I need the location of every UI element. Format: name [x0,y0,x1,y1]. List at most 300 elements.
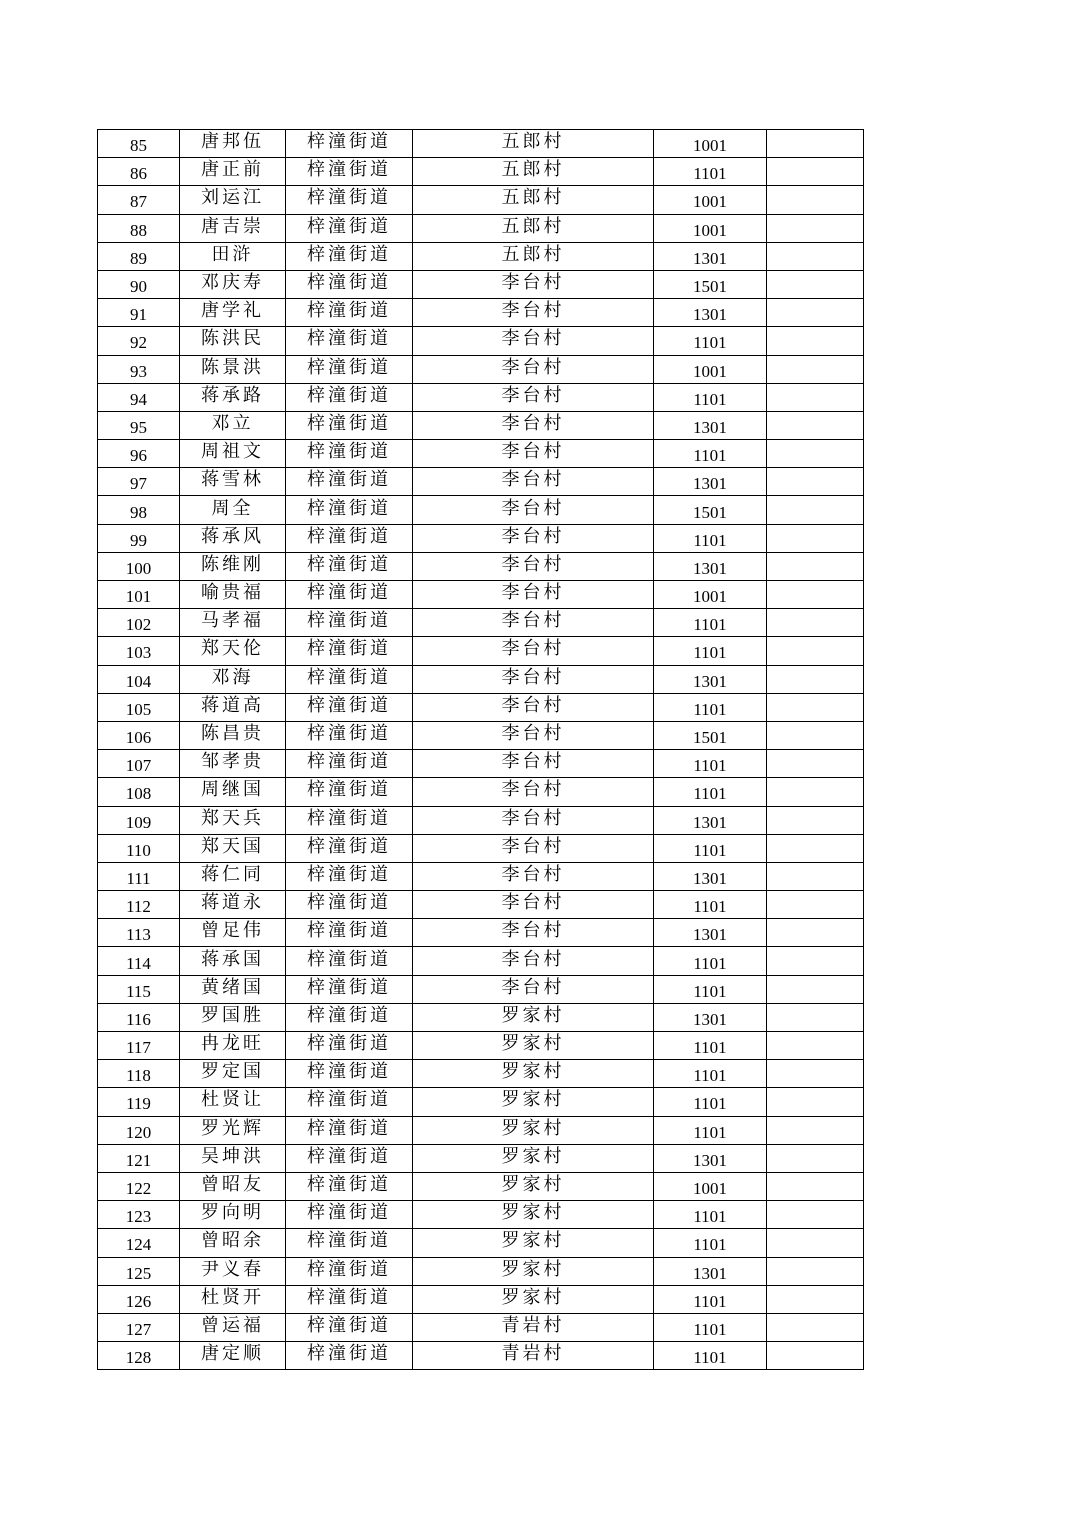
cell-note [767,270,864,298]
cell-note [767,1003,864,1031]
cell-name: 罗向明 [180,1201,286,1229]
cell-street: 梓潼街道 [286,1032,413,1060]
cell-street: 梓潼街道 [286,806,413,834]
cell-village: 李台村 [413,750,654,778]
cell-serial-number: 118 [98,1060,180,1088]
cell-street: 梓潼街道 [286,440,413,468]
cell-serial-number: 93 [98,355,180,383]
cell-village: 李台村 [413,862,654,890]
cell-code: 1101 [654,1342,767,1370]
cell-name: 邹孝贵 [180,750,286,778]
cell-code: 1101 [654,1032,767,1060]
table-row [98,1144,864,1172]
cell-village: 李台村 [413,327,654,355]
cell-serial-number: 105 [98,693,180,721]
cell-street: 梓潼街道 [286,186,413,214]
cell-name: 蒋承路 [180,383,286,411]
cell-serial-number: 115 [98,975,180,1003]
cell-village: 李台村 [413,609,654,637]
cell-street: 梓潼街道 [286,1088,413,1116]
cell-serial-number: 127 [98,1313,180,1341]
cell-street: 梓潼街道 [286,750,413,778]
cell-note [767,1201,864,1229]
cell-code: 1101 [654,440,767,468]
table-row [98,665,864,693]
cell-note [767,1172,864,1200]
cell-name: 曾运福 [180,1313,286,1341]
cell-code: 1001 [654,355,767,383]
cell-note [767,299,864,327]
cell-note [767,186,864,214]
cell-note [767,552,864,580]
cell-street: 梓潼街道 [286,1285,413,1313]
cell-code: 1101 [654,834,767,862]
cell-name: 唐学礼 [180,299,286,327]
cell-street: 梓潼街道 [286,1116,413,1144]
cell-street: 梓潼街道 [286,468,413,496]
cell-code: 1101 [654,1060,767,1088]
cell-serial-number: 96 [98,440,180,468]
cell-village: 李台村 [413,721,654,749]
cell-village: 李台村 [413,975,654,1003]
cell-village: 李台村 [413,552,654,580]
cell-serial-number: 108 [98,778,180,806]
cell-street: 梓潼街道 [286,919,413,947]
cell-note [767,1088,864,1116]
cell-name: 唐正前 [180,158,286,186]
cell-village: 李台村 [413,806,654,834]
cell-name: 陈昌贵 [180,721,286,749]
cell-serial-number: 121 [98,1144,180,1172]
cell-code: 1301 [654,468,767,496]
cell-serial-number: 116 [98,1003,180,1031]
table-row [98,1313,864,1341]
cell-code: 1301 [654,242,767,270]
table-row [98,1116,864,1144]
cell-name: 田浒 [180,242,286,270]
cell-serial-number: 88 [98,214,180,242]
cell-village: 罗家村 [413,1229,654,1257]
cell-code: 1301 [654,411,767,439]
cell-note [767,327,864,355]
cell-note [767,750,864,778]
cell-code: 1101 [654,750,767,778]
cell-village: 罗家村 [413,1257,654,1285]
cell-serial-number: 90 [98,270,180,298]
cell-street: 梓潼街道 [286,834,413,862]
cell-village: 罗家村 [413,1032,654,1060]
cell-name: 邓立 [180,411,286,439]
table-row [98,242,864,270]
table-row [98,552,864,580]
cell-serial-number: 125 [98,1257,180,1285]
table-row [98,778,864,806]
cell-village: 李台村 [413,468,654,496]
cell-village: 李台村 [413,665,654,693]
table-row [98,721,864,749]
cell-note [767,947,864,975]
cell-village: 李台村 [413,947,654,975]
cell-street: 梓潼街道 [286,411,413,439]
cell-village: 五郎村 [413,242,654,270]
cell-code: 1101 [654,947,767,975]
cell-code: 1101 [654,637,767,665]
cell-village: 罗家村 [413,1172,654,1200]
cell-street: 梓潼街道 [286,327,413,355]
cell-village: 罗家村 [413,1003,654,1031]
cell-note [767,130,864,158]
cell-name: 周祖文 [180,440,286,468]
cell-street: 梓潼街道 [286,1229,413,1257]
cell-street: 梓潼街道 [286,665,413,693]
cell-serial-number: 124 [98,1229,180,1257]
cell-code: 1101 [654,1285,767,1313]
cell-code: 1101 [654,383,767,411]
cell-village: 李台村 [413,496,654,524]
cell-serial-number: 120 [98,1116,180,1144]
cell-street: 梓潼街道 [286,299,413,327]
cell-note [767,806,864,834]
cell-street: 梓潼街道 [286,355,413,383]
cell-code: 1101 [654,1116,767,1144]
cell-note [767,1116,864,1144]
table-row [98,919,864,947]
cell-name: 唐邦伍 [180,130,286,158]
cell-code: 1001 [654,186,767,214]
cell-street: 梓潼街道 [286,1060,413,1088]
cell-village: 青岩村 [413,1342,654,1370]
cell-serial-number: 114 [98,947,180,975]
cell-note [767,1342,864,1370]
table-row [98,609,864,637]
cell-street: 梓潼街道 [286,609,413,637]
cell-village: 李台村 [413,355,654,383]
cell-code: 1101 [654,693,767,721]
cell-note [767,440,864,468]
cell-serial-number: 92 [98,327,180,355]
cell-code: 1101 [654,158,767,186]
cell-serial-number: 95 [98,411,180,439]
cell-serial-number: 128 [98,1342,180,1370]
cell-code: 1101 [654,524,767,552]
table-row [98,1342,864,1370]
table-row [98,440,864,468]
cell-code: 1301 [654,862,767,890]
cell-serial-number: 104 [98,665,180,693]
cell-code: 1301 [654,1257,767,1285]
cell-name: 刘运江 [180,186,286,214]
cell-note [767,891,864,919]
cell-serial-number: 109 [98,806,180,834]
cell-name: 杜贤让 [180,1088,286,1116]
cell-village: 李台村 [413,581,654,609]
cell-note [767,721,864,749]
cell-street: 梓潼街道 [286,778,413,806]
cell-village: 罗家村 [413,1144,654,1172]
cell-street: 梓潼街道 [286,1201,413,1229]
cell-name: 唐吉崇 [180,214,286,242]
cell-name: 蒋承国 [180,947,286,975]
cell-serial-number: 101 [98,581,180,609]
cell-note [767,665,864,693]
cell-village: 李台村 [413,834,654,862]
table-row [98,158,864,186]
cell-note [767,355,864,383]
cell-village: 李台村 [413,383,654,411]
cell-code: 1301 [654,299,767,327]
table-row [98,1003,864,1031]
cell-village: 李台村 [413,270,654,298]
table-row [98,355,864,383]
cell-code: 1001 [654,214,767,242]
cell-note [767,581,864,609]
cell-code: 1001 [654,130,767,158]
cell-serial-number: 102 [98,609,180,637]
cell-code: 1101 [654,778,767,806]
cell-note [767,1144,864,1172]
cell-street: 梓潼街道 [286,975,413,1003]
cell-street: 梓潼街道 [286,496,413,524]
table-row [98,411,864,439]
cell-code: 1101 [654,1229,767,1257]
cell-village: 李台村 [413,891,654,919]
cell-name: 曾昭友 [180,1172,286,1200]
cell-name: 尹义春 [180,1257,286,1285]
table-row [98,637,864,665]
cell-name: 黄绪国 [180,975,286,1003]
table-row [98,1201,864,1229]
cell-name: 郑天伦 [180,637,286,665]
table-row [98,186,864,214]
table-row [98,693,864,721]
table-row [98,130,864,158]
cell-code: 1301 [654,665,767,693]
cell-name: 吴坤洪 [180,1144,286,1172]
cell-street: 梓潼街道 [286,242,413,270]
cell-code: 1101 [654,609,767,637]
cell-note [767,468,864,496]
cell-serial-number: 122 [98,1172,180,1200]
cell-note [767,383,864,411]
cell-street: 梓潼街道 [286,1144,413,1172]
cell-name: 杜贤开 [180,1285,286,1313]
cell-village: 青岩村 [413,1313,654,1341]
cell-note [767,975,864,1003]
cell-village: 罗家村 [413,1285,654,1313]
cell-name: 周全 [180,496,286,524]
cell-code: 1001 [654,1172,767,1200]
cell-note [767,214,864,242]
table-row [98,1257,864,1285]
cell-serial-number: 117 [98,1032,180,1060]
cell-name: 罗光辉 [180,1116,286,1144]
cell-code: 1001 [654,581,767,609]
cell-serial-number: 112 [98,891,180,919]
cell-code: 1301 [654,1144,767,1172]
cell-name: 蒋仁同 [180,862,286,890]
cell-village: 五郎村 [413,158,654,186]
cell-serial-number: 99 [98,524,180,552]
table-row [98,947,864,975]
table-row [98,524,864,552]
cell-code: 1301 [654,552,767,580]
cell-serial-number: 91 [98,299,180,327]
cell-serial-number: 111 [98,862,180,890]
cell-name: 邓庆寿 [180,270,286,298]
cell-note [767,496,864,524]
cell-serial-number: 87 [98,186,180,214]
table-row [98,750,864,778]
cell-serial-number: 98 [98,496,180,524]
cell-code: 1101 [654,1313,767,1341]
cell-name: 陈洪民 [180,327,286,355]
cell-code: 1501 [654,721,767,749]
cell-village: 五郎村 [413,214,654,242]
cell-street: 梓潼街道 [286,637,413,665]
table-row [98,214,864,242]
cell-street: 梓潼街道 [286,891,413,919]
cell-name: 曾昭余 [180,1229,286,1257]
cell-village: 李台村 [413,524,654,552]
cell-name: 唐定顺 [180,1342,286,1370]
cell-village: 罗家村 [413,1116,654,1144]
cell-name: 蒋雪林 [180,468,286,496]
cell-name: 周继国 [180,778,286,806]
cell-serial-number: 89 [98,242,180,270]
cell-code: 1301 [654,1003,767,1031]
table-row [98,806,864,834]
cell-serial-number: 123 [98,1201,180,1229]
cell-village: 罗家村 [413,1060,654,1088]
cell-street: 梓潼街道 [286,270,413,298]
cell-code: 1101 [654,1088,767,1116]
cell-note [767,919,864,947]
table-row [98,468,864,496]
table-row [98,1060,864,1088]
cell-village: 李台村 [413,411,654,439]
cell-note [767,609,864,637]
cell-note [767,158,864,186]
cell-street: 梓潼街道 [286,862,413,890]
cell-code: 1301 [654,919,767,947]
cell-code: 1101 [654,975,767,1003]
cell-name: 罗国胜 [180,1003,286,1031]
cell-code: 1301 [654,806,767,834]
cell-note [767,524,864,552]
cell-name: 冉龙旺 [180,1032,286,1060]
cell-street: 梓潼街道 [286,524,413,552]
cell-note [767,1032,864,1060]
cell-note [767,693,864,721]
cell-street: 梓潼街道 [286,1172,413,1200]
table-row [98,383,864,411]
cell-code: 1101 [654,327,767,355]
table-row [98,1229,864,1257]
cell-name: 蒋道高 [180,693,286,721]
cell-village: 五郎村 [413,130,654,158]
cell-street: 梓潼街道 [286,214,413,242]
cell-street: 梓潼街道 [286,552,413,580]
cell-code: 1101 [654,1201,767,1229]
cell-serial-number: 103 [98,637,180,665]
cell-street: 梓潼街道 [286,721,413,749]
cell-note [767,1229,864,1257]
table-body [98,130,864,1370]
cell-note [767,1285,864,1313]
cell-note [767,778,864,806]
cell-code: 1101 [654,891,767,919]
cell-serial-number: 119 [98,1088,180,1116]
cell-note [767,834,864,862]
cell-street: 梓潼街道 [286,1313,413,1341]
cell-name: 郑天兵 [180,806,286,834]
cell-note [767,637,864,665]
table-row [98,975,864,1003]
cell-street: 梓潼街道 [286,383,413,411]
cell-serial-number: 94 [98,383,180,411]
cell-name: 蒋承风 [180,524,286,552]
table-row [98,327,864,355]
cell-serial-number: 113 [98,919,180,947]
cell-village: 罗家村 [413,1201,654,1229]
cell-note [767,242,864,270]
cell-street: 梓潼街道 [286,158,413,186]
cell-serial-number: 106 [98,721,180,749]
table-row [98,1032,864,1060]
cell-street: 梓潼街道 [286,1342,413,1370]
cell-serial-number: 126 [98,1285,180,1313]
cell-serial-number: 107 [98,750,180,778]
cell-name: 邓海 [180,665,286,693]
cell-note [767,862,864,890]
table-row [98,496,864,524]
cell-note [767,1313,864,1341]
cell-serial-number: 100 [98,552,180,580]
cell-name: 马孝福 [180,609,286,637]
cell-name: 郑天国 [180,834,286,862]
cell-village: 李台村 [413,693,654,721]
cell-code: 1501 [654,496,767,524]
cell-note [767,1257,864,1285]
cell-village: 李台村 [413,299,654,327]
cell-name: 陈景洪 [180,355,286,383]
cell-name: 蒋道永 [180,891,286,919]
cell-name: 陈维刚 [180,552,286,580]
cell-village: 李台村 [413,637,654,665]
table-row [98,862,864,890]
cell-note [767,1060,864,1088]
cell-code: 1501 [654,270,767,298]
cell-serial-number: 86 [98,158,180,186]
table-row [98,1172,864,1200]
cell-serial-number: 85 [98,130,180,158]
cell-village: 李台村 [413,919,654,947]
cell-village: 五郎村 [413,186,654,214]
data-table [97,129,864,1370]
table-row [98,834,864,862]
cell-street: 梓潼街道 [286,947,413,975]
cell-street: 梓潼街道 [286,581,413,609]
cell-village: 李台村 [413,440,654,468]
cell-note [767,411,864,439]
cell-serial-number: 97 [98,468,180,496]
cell-street: 梓潼街道 [286,130,413,158]
table-row [98,581,864,609]
table-row [98,270,864,298]
table-row [98,1285,864,1313]
cell-village: 罗家村 [413,1088,654,1116]
cell-serial-number: 110 [98,834,180,862]
